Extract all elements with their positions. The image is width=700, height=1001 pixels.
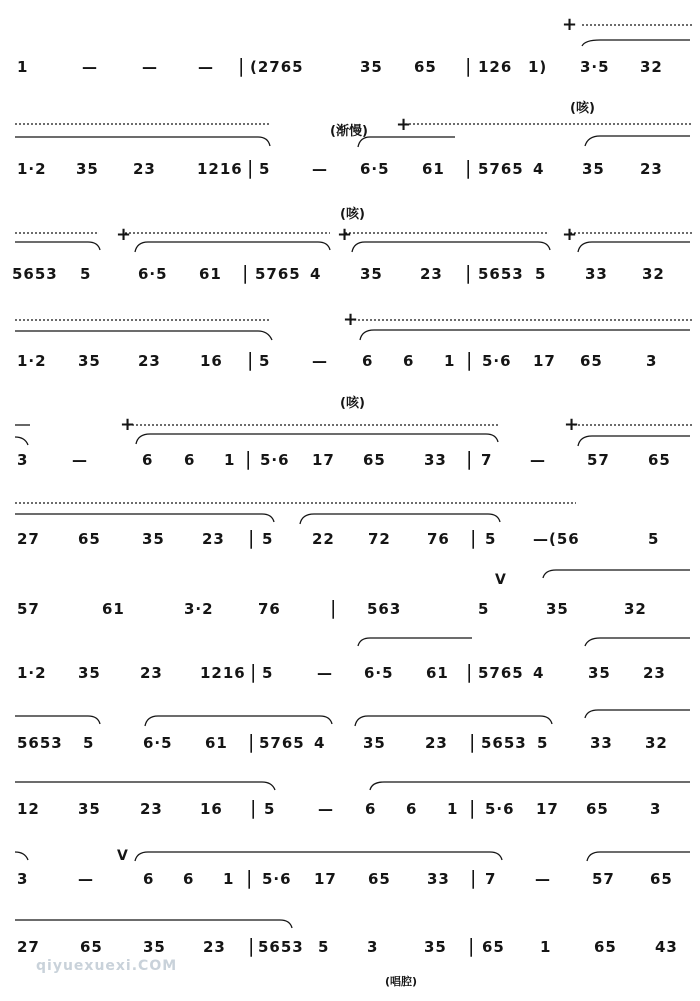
- note-group: 5765: [255, 265, 301, 283]
- plus-sign: +: [562, 224, 578, 245]
- note-group: 6: [406, 800, 418, 818]
- note-group: 5765: [259, 734, 305, 752]
- barline: |: [466, 349, 474, 371]
- note-group: 65: [482, 938, 505, 956]
- note-group: 27: [17, 530, 40, 548]
- note-group: 1: [223, 870, 235, 888]
- note-group: 72: [368, 530, 391, 548]
- note-group: 5: [537, 734, 549, 752]
- note-group: 1: [17, 58, 29, 76]
- score-row: [0, 443, 700, 473]
- note-group: 57: [592, 870, 615, 888]
- note-group: 4: [314, 734, 326, 752]
- note-group: 6: [183, 870, 195, 888]
- note-group: 23: [202, 530, 225, 548]
- note-group: 57: [587, 451, 610, 469]
- note-group: —: [530, 451, 545, 469]
- note-group: 6: [403, 352, 415, 370]
- note-group: 35: [78, 800, 101, 818]
- note-group: 61: [102, 600, 125, 618]
- note-group: 35: [363, 734, 386, 752]
- note-group: 5·6: [485, 800, 515, 818]
- note-group: 5653: [481, 734, 527, 752]
- barline: |: [250, 797, 258, 819]
- note-group: 23: [140, 664, 163, 682]
- note-group: 23: [420, 265, 443, 283]
- note-group: 6: [365, 800, 377, 818]
- note-group: —: [317, 664, 332, 682]
- note-group: 5: [648, 530, 660, 548]
- note-group: 7: [481, 451, 493, 469]
- note-group: 35: [582, 160, 605, 178]
- note-group: 32: [642, 265, 665, 283]
- barline: |: [470, 867, 478, 889]
- score-row: [0, 726, 700, 756]
- note-group: 23: [140, 800, 163, 818]
- note-group: 5: [83, 734, 95, 752]
- score-row: [0, 257, 700, 287]
- barline: |: [248, 731, 256, 753]
- barline: |: [246, 867, 254, 889]
- note-group: 65: [80, 938, 103, 956]
- note-group: 35: [546, 600, 569, 618]
- note-group: 65: [648, 451, 671, 469]
- note-group: 65: [580, 352, 603, 370]
- note-group: 33: [427, 870, 450, 888]
- note-group: 5653: [258, 938, 304, 956]
- note-group: 76: [427, 530, 450, 548]
- note-group: 23: [133, 160, 156, 178]
- note-group: 35: [78, 352, 101, 370]
- barline: |: [330, 597, 338, 619]
- plus-sign: +: [120, 414, 136, 435]
- annotation-tempo-slowing: (渐慢): [330, 124, 368, 139]
- note-group: 1·2: [17, 664, 47, 682]
- note-group: 1·2: [17, 352, 47, 370]
- plus-sign: +: [564, 414, 580, 435]
- note-group: 65: [78, 530, 101, 548]
- score-row: [0, 522, 700, 552]
- note-group: 6·5: [364, 664, 394, 682]
- barline: |: [465, 55, 473, 77]
- score-row: [0, 792, 700, 822]
- note-group: 35: [360, 58, 383, 76]
- note-group: 5: [485, 530, 497, 548]
- note-group: 3: [17, 451, 29, 469]
- note-group: 65: [586, 800, 609, 818]
- plus-sign: +: [396, 114, 412, 135]
- note-group: 32: [624, 600, 647, 618]
- note-group: 17: [314, 870, 337, 888]
- note-group: 33: [424, 451, 447, 469]
- note-group: 23: [643, 664, 666, 682]
- note-group: 16: [200, 352, 223, 370]
- note-group: 6·5: [138, 265, 168, 283]
- note-group: 3: [17, 870, 29, 888]
- note-group: 16: [200, 800, 223, 818]
- note-group: 17: [533, 352, 556, 370]
- note-group: 6: [184, 451, 196, 469]
- note-group: 3·2: [184, 600, 214, 618]
- note-group: —: [72, 451, 87, 469]
- annotation-cough: (咳): [340, 396, 365, 411]
- barline: |: [469, 797, 477, 819]
- note-group: 65: [650, 870, 673, 888]
- barline: |: [470, 527, 478, 549]
- barline: |: [245, 448, 253, 470]
- barline: |: [465, 157, 473, 179]
- note-group: (2765: [250, 58, 304, 76]
- note-group: 35: [76, 160, 99, 178]
- note-group: 1: [447, 800, 459, 818]
- watermark-text: qiyuexuexi.COM: [36, 958, 178, 974]
- note-group: 3: [646, 352, 658, 370]
- note-group: 61: [205, 734, 228, 752]
- note-group: 1: [444, 352, 456, 370]
- barline: |: [250, 661, 258, 683]
- barline: |: [248, 527, 256, 549]
- note-group: 1): [528, 58, 548, 76]
- note-group: 5: [80, 265, 92, 283]
- note-group: 4: [310, 265, 322, 283]
- note-group: 5765: [478, 664, 524, 682]
- note-group: 5653: [478, 265, 524, 283]
- plus-sign: +: [343, 309, 359, 330]
- note-group: 23: [640, 160, 663, 178]
- barline: |: [466, 661, 474, 683]
- note-group: 6: [362, 352, 374, 370]
- note-group: 5: [262, 530, 274, 548]
- note-group: 65: [368, 870, 391, 888]
- score-row: [0, 656, 700, 686]
- note-group: 563: [367, 600, 402, 618]
- score-row: [0, 152, 700, 182]
- note-group: 33: [590, 734, 613, 752]
- barline: |: [247, 349, 255, 371]
- note-group: —(56: [533, 530, 580, 548]
- note-group: 6: [143, 870, 155, 888]
- note-group: 61: [426, 664, 449, 682]
- note-group: 6: [142, 451, 154, 469]
- note-group: 3: [650, 800, 662, 818]
- note-group: 5: [264, 800, 276, 818]
- note-group: 5·6: [260, 451, 290, 469]
- note-group: 35: [142, 530, 165, 548]
- note-group: 35: [588, 664, 611, 682]
- note-group: 5·6: [262, 870, 292, 888]
- note-group: 32: [640, 58, 663, 76]
- note-group: 23: [203, 938, 226, 956]
- note-group: 1216: [200, 664, 246, 682]
- note-group: 5: [535, 265, 547, 283]
- note-group: —: [318, 800, 333, 818]
- annotation-singing: (唱腔): [385, 975, 418, 988]
- note-group: 1: [224, 451, 236, 469]
- note-group: 61: [199, 265, 222, 283]
- breath-mark: V: [495, 572, 506, 588]
- score-row: [0, 592, 700, 622]
- note-group: 27: [17, 938, 40, 956]
- note-group: 65: [363, 451, 386, 469]
- note-group: 57: [17, 600, 40, 618]
- barline: |: [238, 55, 246, 77]
- note-group: 3·5: [580, 58, 610, 76]
- annotation-cough: (咳): [570, 101, 595, 116]
- barline: |: [466, 448, 474, 470]
- barline: |: [247, 157, 255, 179]
- note-group: 1: [540, 938, 552, 956]
- note-group: —: [312, 160, 327, 178]
- note-group: 3: [367, 938, 379, 956]
- note-group: 1216: [197, 160, 243, 178]
- note-group: —: [142, 58, 157, 76]
- note-group: 33: [585, 265, 608, 283]
- note-group: 65: [414, 58, 437, 76]
- note-group: 61: [422, 160, 445, 178]
- note-group: 6·5: [360, 160, 390, 178]
- note-group: 17: [312, 451, 335, 469]
- note-group: —: [78, 870, 93, 888]
- note-group: 43: [655, 938, 678, 956]
- note-group: 4: [533, 664, 545, 682]
- note-group: 5: [318, 938, 330, 956]
- note-group: 7: [485, 870, 497, 888]
- score-row: [0, 930, 700, 960]
- note-group: 5·6: [482, 352, 512, 370]
- note-group: 5: [259, 160, 271, 178]
- barline: |: [242, 262, 250, 284]
- note-group: —: [312, 352, 327, 370]
- note-group: 5765: [478, 160, 524, 178]
- note-group: 12: [17, 800, 40, 818]
- note-group: 1·2: [17, 160, 47, 178]
- note-group: —: [535, 870, 550, 888]
- score-row: [0, 862, 700, 892]
- note-group: 65: [594, 938, 617, 956]
- barline: |: [465, 262, 473, 284]
- breath-mark: V: [117, 848, 128, 864]
- note-group: 5: [259, 352, 271, 370]
- barline: |: [469, 731, 477, 753]
- note-group: 17: [536, 800, 559, 818]
- note-group: 5653: [12, 265, 58, 283]
- note-group: 35: [78, 664, 101, 682]
- note-group: 126: [478, 58, 513, 76]
- score-row: [0, 50, 700, 80]
- note-group: 5: [478, 600, 490, 618]
- plus-sign: +: [337, 224, 353, 245]
- note-group: 4: [533, 160, 545, 178]
- note-group: 76: [258, 600, 281, 618]
- barline: |: [468, 935, 476, 957]
- note-group: 5: [262, 664, 274, 682]
- note-group: 23: [425, 734, 448, 752]
- note-group: —: [198, 58, 213, 76]
- score-row: [0, 344, 700, 374]
- note-group: 35: [424, 938, 447, 956]
- note-group: —: [82, 58, 97, 76]
- note-group: 22: [312, 530, 335, 548]
- note-group: 32: [645, 734, 668, 752]
- note-group: 35: [143, 938, 166, 956]
- barline: |: [248, 935, 256, 957]
- note-group: 6·5: [143, 734, 173, 752]
- annotation-cough: (咳): [340, 207, 365, 222]
- note-group: 35: [360, 265, 383, 283]
- note-group: 23: [138, 352, 161, 370]
- note-group: 5653: [17, 734, 63, 752]
- plus-sign: +: [562, 14, 578, 35]
- plus-sign: +: [116, 224, 132, 245]
